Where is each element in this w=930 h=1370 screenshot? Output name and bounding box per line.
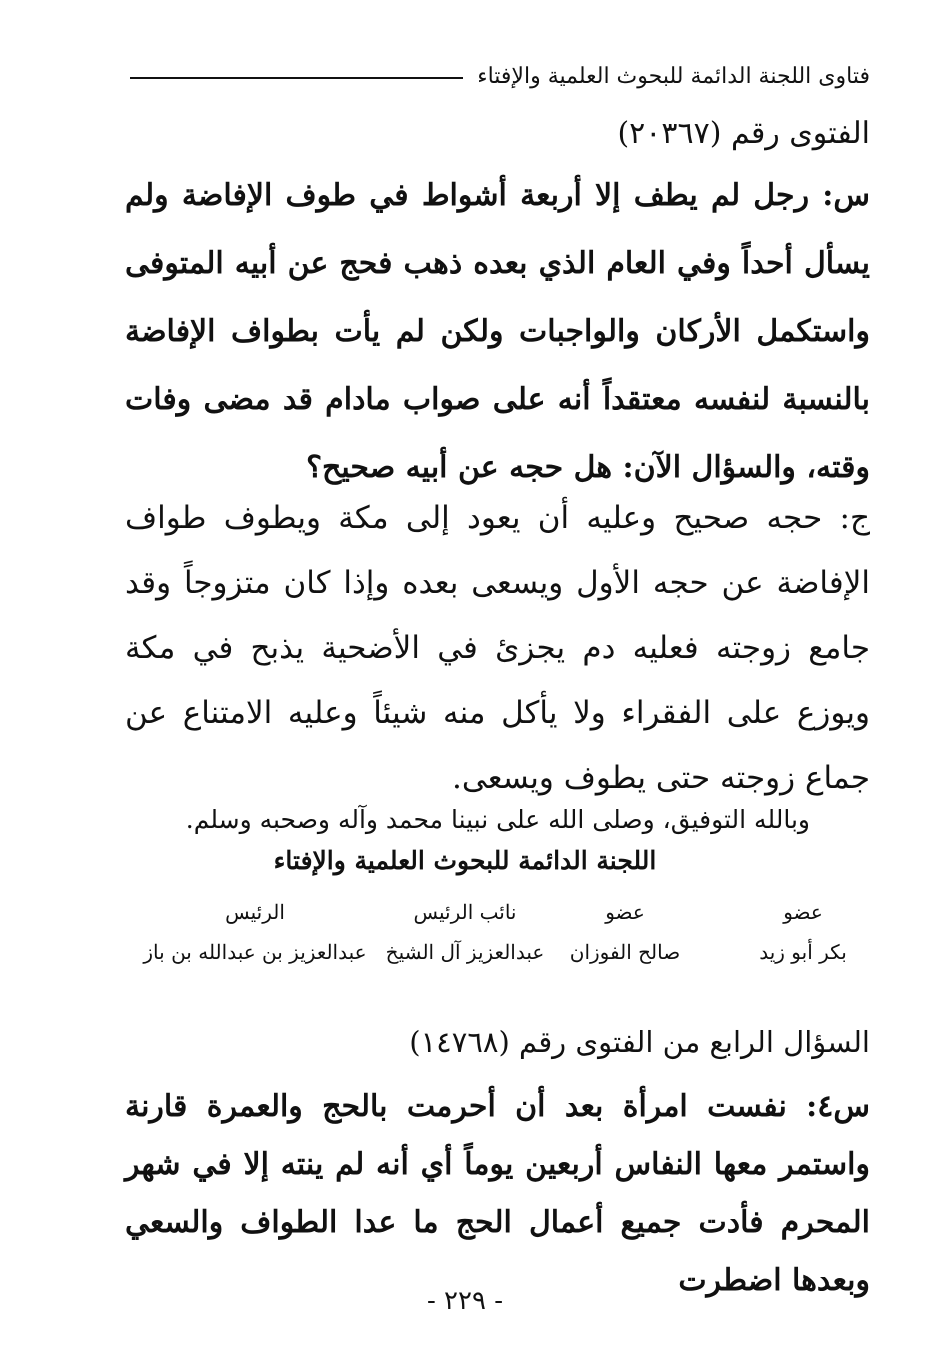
second-question-heading: السؤال الرابع من الفتوى رقم (١٤٧٦٨) bbox=[409, 1025, 870, 1059]
committee-name: اللجنة الدائمة للبحوث العلمية والإفتاء bbox=[273, 846, 657, 875]
signatory-member-1 bbox=[748, 897, 858, 967]
second-question-text: س٤: نفست امرأة بعد أن أحرمت بالحج والعمرة قارنة واستمر معها النفاس أربعين يوماً أي أنه لم ينته إلا في شهر المحرم فأدت جميع أعمال الحج ما عدا الطواف والسعي وبعدها اضطرت bbox=[125, 1089, 870, 1298]
signatory-member-2 bbox=[555, 897, 695, 967]
signatory-title: نائب الرئيس bbox=[413, 900, 517, 924]
signatory-name: بكر أبو زيد bbox=[759, 940, 847, 964]
fatwa-answer: ج: حجه صحيح وعليه أن يعود إلى مكة ويطوف طواف الإفاضة عن حجه الأول ويسعى بعده وإذا كان متزوجاً وقد جامع زوجته فعليه دم يجزئ في الأضحية يذبح في مكة ويوزع على الفقراء ولا يأكل منه شيئاً وعليه الامتناع عن جماع زوجته حتى يطوف ويسعى. bbox=[125, 500, 870, 796]
signatory-title: عضو bbox=[605, 900, 645, 924]
signatory-name: عبدالعزيز آل الشيخ bbox=[385, 940, 545, 964]
signatory-name: عبدالعزيز بن عبدالله بن باز bbox=[143, 940, 367, 964]
signatory-title: الرئيس bbox=[225, 900, 285, 924]
signatory-title: عضو bbox=[783, 900, 823, 924]
fatwa-number-heading: الفتوى رقم (٢٠٣٦٧) bbox=[617, 116, 870, 151]
signatory-name: صالح الفوزان bbox=[569, 940, 681, 964]
signatory-vice-president bbox=[370, 897, 560, 967]
closing-formula: وبالله التوفيق، وصلى الله على نبينا محمد وآله وصحبه وسلم. bbox=[185, 805, 810, 834]
running-header-title: فتاوى اللجنة الدائمة للبحوث العلمية والإفتاء bbox=[477, 63, 870, 89]
fatwa-question: س: رجل لم يطف إلا أربعة أشواط في طوف الإفاضة ولم يسأل أحداً وفي العام الذي بعده ذهب فحج عن أبيه المتوفى واستكمل الأركان والواجبات ولكن لم يأت بطواف الإفاضة بالنسبة لنفسه معتقداً أنه على صواب مادام قد مضى وفات وقته، والسؤال الآن: هل حجه عن أبيه صحيح؟ bbox=[125, 178, 870, 485]
running-header bbox=[130, 58, 870, 94]
page-number: - ٢٢٩ - bbox=[426, 1286, 504, 1316]
signatory-president bbox=[140, 897, 370, 967]
header-rule bbox=[130, 77, 463, 79]
